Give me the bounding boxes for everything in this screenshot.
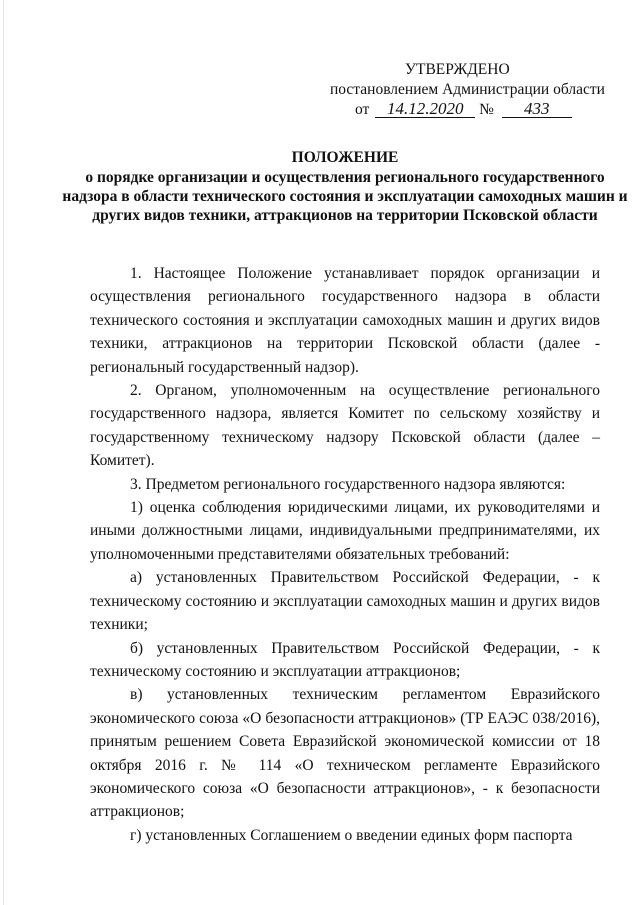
document-body (90, 262, 600, 847)
approval-title: УТВЕРЖДЕНО (405, 61, 510, 78)
paragraph: 1) оценка соблюдения юридическими лицами, их руководителями и иными должностными лицами, индивидуальными предпринимателями, их уполномоченными представителями обязательных требований: (90, 499, 600, 563)
document-title: ПОЛОЖЕНИЕ (291, 149, 399, 166)
handwritten-date: 14.12.2020 (375, 101, 475, 118)
paragraph: 2. Органом, уполномоченным на осуществление регионального государственного надзора, является Комитет по сельскому хозяйству и государственному техническому надзору Псковской области (далее – Комитет). (90, 382, 600, 470)
paragraph: 1. Настоящее Положение устанавливает порядок организации и осуществления регионального государственного надзора в области технического состояния и эксплуатации самоходных машин и других видов техники, аттракционов на территории Псковской области (далее - региональный государственный надзор). (90, 265, 600, 376)
page-edge-line (3, 0, 4, 905)
paragraph: г) установленных Соглашением о введении единых форм паспорта (130, 826, 573, 844)
handwritten-number: 433 (502, 101, 572, 118)
paragraph: 3. Предметом регионального государственного надзора являются: (130, 475, 566, 493)
paragraph: б) установленных Правительством Российской Федерации, - к техническому состоянию и эксплуатации аттракционов; (90, 639, 600, 680)
from-label: от (355, 101, 370, 118)
paragraph: а) установленных Правительством Российской Федерации, - к техническому состоянию и эксплуатации самоходных машин и других видов техники; (90, 569, 600, 634)
approval-authority: постановлением Администрации области (330, 81, 605, 98)
number-label: № (479, 101, 494, 118)
document-title-block (60, 148, 630, 225)
approval-date-number (355, 100, 572, 119)
document-subtitle: о порядке организации и осуществления регионального государственного надзора в области технического состояния и эксплуатации самоходных машин и других видов техники, аттракционов на территории Псковской области (62, 169, 628, 224)
paragraph: в) установленных техническим регламентом Евразийского экономического союза «О безопасности аттракционов» (ТР ЕАЭС 038/2016), принятым решением Совета Евразийской экономической комиссии от 18 октября 2016 г. № 114 «О техническом регламенте Евразийского экономического союза «О безопасности аттракционов», - к безопасности аттракционов; (90, 686, 600, 821)
